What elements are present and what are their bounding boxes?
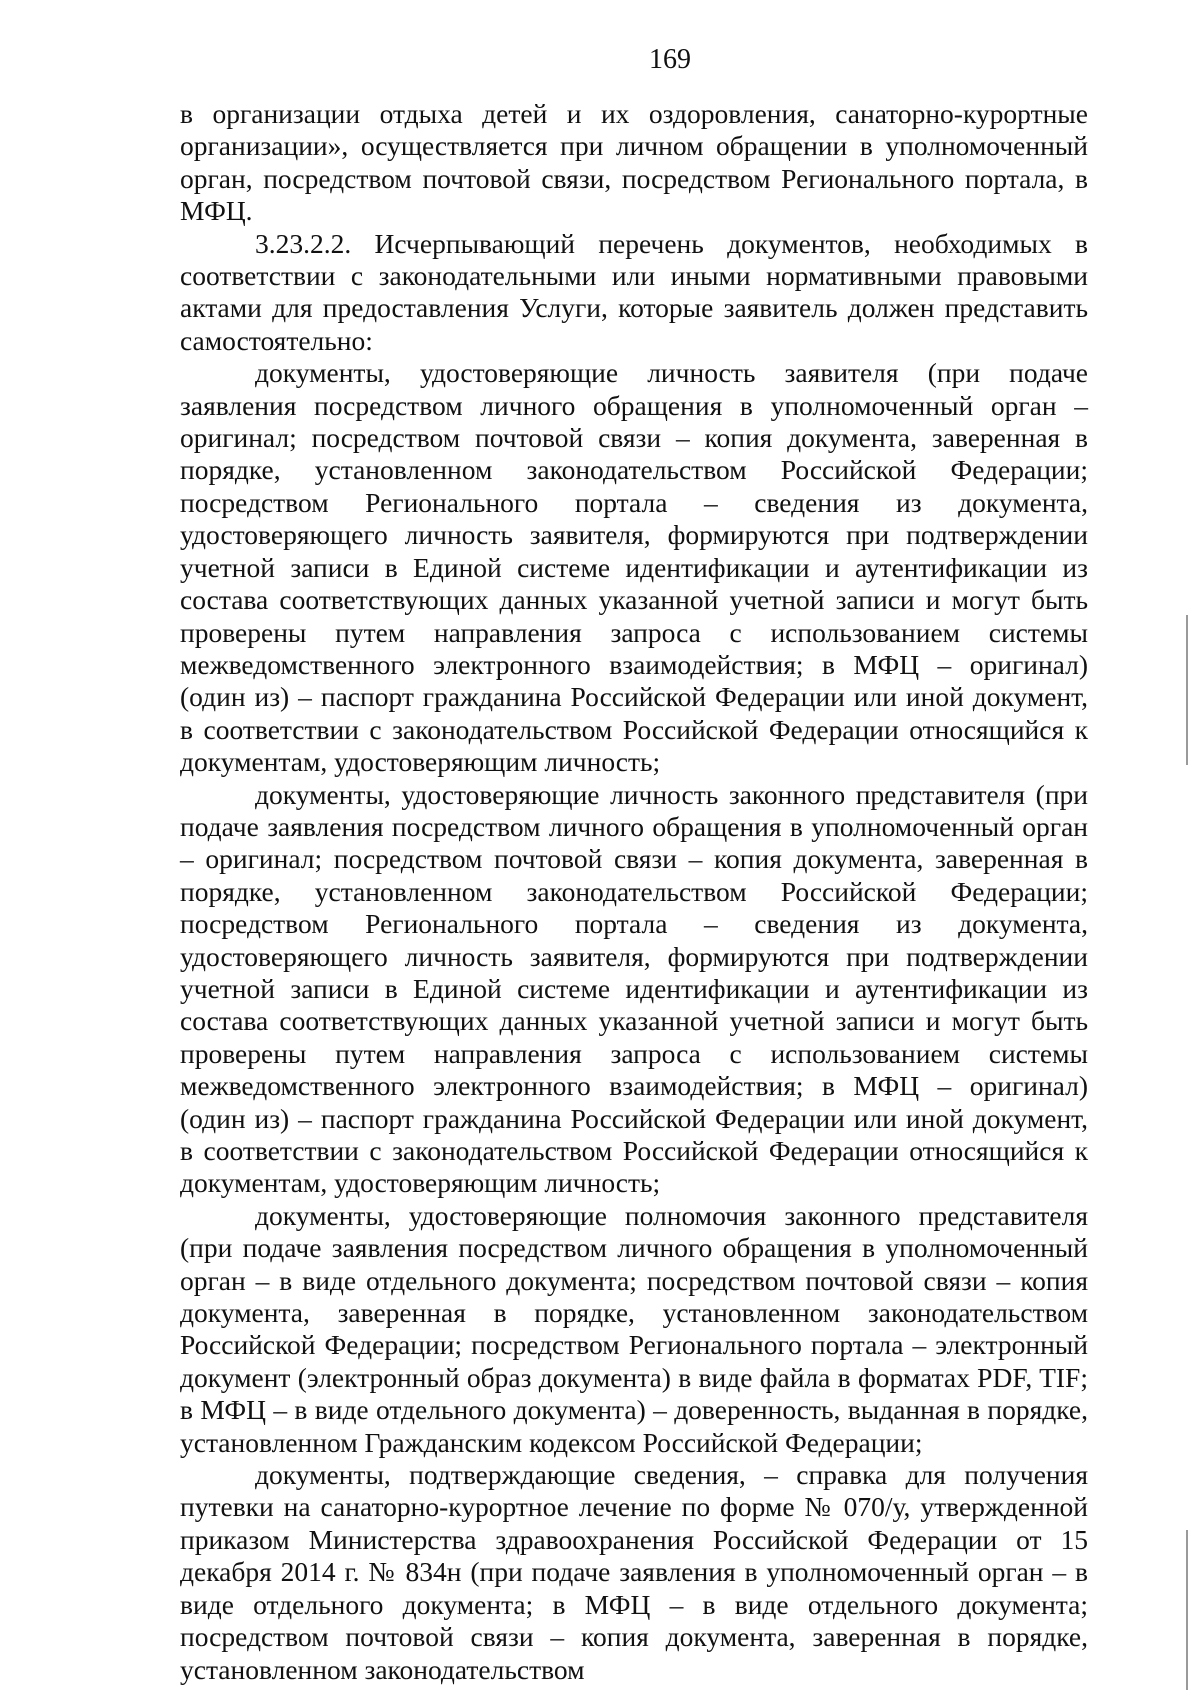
paragraph-continuation: в организации отдыха детей и их оздоровления, санаторно-курортные организации», осуществляется при личном обращении в уполномоченный орган, посредством почтовой связи, посредством Регионального портала, в МФЦ. [180, 98, 1088, 227]
scan-edge-mark-top [1186, 615, 1188, 765]
page-number: 169 [649, 44, 691, 75]
paragraph-clause-3-23-2-2: 3.23.2.2. Исчерпывающий перечень документов, необходимых в соответствии с законодательными или иными нормативными правовыми актами для предоставления Услуги, которые заявитель должен представить самостоятельно: [180, 227, 1088, 356]
paragraph-supporting-documents: документы, подтверждающие сведения, – справка для получения путевки на санаторно-курортное лечение по форме № 070/у, утвержденной приказом Министерства здравоохранения Российской Федерации от 15 декабря 2014 г. № 834н (при подаче заявления в уполномоченный орган – в виде отдельного документа; в МФЦ – в виде отдельного документа; посредством почтовой связи – копия документа, заверенная в порядке, установленном законодательством [180, 1459, 1088, 1685]
paragraph-representative-identity-documents: документы, удостоверяющие личность законного представителя (при подаче заявления посредством личного обращения в уполномоченный орган – оригинал; посредством почтовой связи – копия документа, заверенная в порядке, установленном законодательством Российской Федерации; посредством Регионального портала – сведения из документа, удостоверяющего личность заявителя, формируются при подтверждении учетной записи в Единой системе идентификации и аутентификации из состава соответствующих данных указанной учетной записи и могут быть проверены путем направления запроса с использованием системы межведомственного электронного взаимодействия; в МФЦ – оригинал) (один из) – паспорт гражданина Российской Федерации или иной документ, в соответствии с законодательством Российской Федерации относящийся к документам, удостоверяющим личность; [180, 778, 1088, 1199]
paragraph-applicant-identity-documents: документы, удостоверяющие личность заявителя (при подаче заявления посредством личного обращения в уполномоченный орган – оригинал; посредством почтовой связи – копия документа, заверенная в порядке, установленном законодательством Российской Федерации; посредством Регионального портала – сведения из документа, удостоверяющего личность заявителя, формируются при подтверждении учетной записи в Единой системе идентификации и аутентификации из состава соответствующих данных указанной учетной записи и могут быть проверены путем направления запроса с использованием системы межведомственного электронного взаимодействия; в МФЦ – оригинал) (один из) – паспорт гражданина Российской Федерации или иной документ, в соответствии с законодательством Российской Федерации относящийся к документам, удостоверяющим личность; [180, 357, 1088, 778]
paragraph-representative-authority-documents: документы, удостоверяющие полномочия законного представителя (при подаче заявления посредством личного обращения в уполномоченный орган – в виде отдельного документа; посредством почтовой связи – копия документа, заверенная в порядке, установленном законодательством Российской Федерации; посредством Регионального портала – электронный документ (электронный образ документа) в виде файла в форматах PDF, TIF; в МФЦ – в виде отдельного документа) – доверенность, выданная в порядке, установленном Гражданским кодексом Российской Федерации; [180, 1199, 1088, 1458]
document-body [180, 98, 1088, 1686]
scan-edge-mark-bottom [1186, 1530, 1188, 1690]
